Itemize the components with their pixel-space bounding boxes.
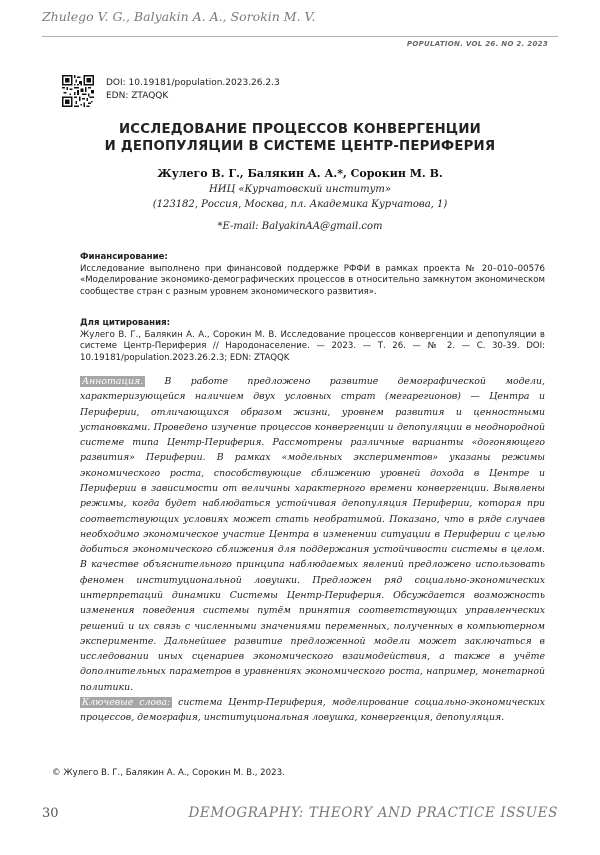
page-number: 30	[42, 806, 59, 821]
funding-label: Финансирование:	[80, 252, 545, 264]
doi-line[interactable]: DOI: 10.19181/population.2023.26.2.3	[106, 77, 280, 90]
citation-label: Для цитирования:	[80, 318, 545, 330]
footer-journal-title: DEMOGRAPHY: THEORY AND PRACTICE ISSUES	[188, 805, 558, 821]
affiliation	[42, 182, 558, 212]
keywords-text: система Центр-Периферия, моделирование социально-экономических процессов, демография, институциональная ловушка, конвергенция, депопуляция.	[80, 697, 545, 723]
funding-section	[80, 252, 545, 298]
affiliation-address: (123182, Россия, Москва, пл. Академика Курчатова, 1)	[42, 197, 558, 212]
running-header-journal: POPULATION. VOL 26. NO 2. 2023	[407, 40, 548, 48]
title-line-1: ИССЛЕДОВАНИЕ ПРОЦЕССОВ КОНВЕРГЕНЦИИ	[42, 121, 558, 138]
abstract-label: Аннотация.	[80, 376, 145, 387]
copyright-notice: © Жулего В. Г., Балякин А. А., Сорокин М. В., 2023.	[52, 768, 285, 778]
keywords-label: Ключевые слова:	[80, 697, 172, 708]
header-divider	[42, 36, 558, 37]
article-authors: Жулего В. Г., Балякин А. А.*, Сорокин М. В.	[42, 167, 558, 180]
abstract-section	[80, 374, 545, 725]
contact-email[interactable]: *E-mail: BalyakinAA@gmail.com	[42, 221, 558, 232]
edn-line: EDN: ZTAQQK	[106, 90, 280, 103]
title-line-2: И ДЕПОПУЛЯЦИИ В СИСТЕМЕ ЦЕНТР-ПЕРИФЕРИЯ	[42, 138, 558, 155]
doi-block	[106, 77, 280, 103]
qr-code-icon	[62, 75, 94, 107]
running-header-authors: Zhulego V. G., Balyakin A. A., Sorokin M. V.	[42, 9, 315, 24]
abstract-text: В работе предложено развитие демографической модели, характеризующейся наличием двух условных страт (мегарегионов) — Центра и Периферии, отличающихся образом жизни, уровнем развития и ценностными установками. Проведено изучение процессов конвергенции и депопуляции в неоднородной системе типа Центр-Периферия. Рассмотрены различные варианты «догоняющего развития» Периферии. В рамках «модельных экспериментов» указаны режимы экономического роста, способствующие сближению уровней дохода в Центре и Периферии в зависимости от величины характерного времени конвергенции. Выявлены режимы, когда будет наблюдаться устойчивая депопуляция Периферии, которая при соответствующих условиях может стать необратимой. Показано, что в ряде случаев необходимо экономическое участие Центра в изменении ситуации в Периферии с целью добиться экономического сближения для поддержания устойчивости системы в целом. В качестве объяснительного принципа наблюдаемых явлений предложено использовать феномен институциональной ловушки. Предложен ряд социально-экономических интерпретаций динамики Системы Центр-Периферия. Обсуждается возможность изменения поведения системы путём принятия соответствующих управленческих решений и их связь с численными значениями переменных, полученных в компьютерном эксперименте. Дальнейшее развитие предложенной модели может заключаться в исследовании иных сценариев экономического взаимодействия, а также в учёте дополнительных параметров в уравнениях экономического роста, например, монетарной политики.	[80, 376, 545, 693]
article-title	[42, 121, 558, 155]
affiliation-org: НИЦ «Курчатовский институт»	[42, 182, 558, 197]
citation-text: Жулего В. Г., Балякин А. А., Сорокин М. В. Исследование процессов конвергенции и депопуляции в системе Центр-Периферия // Народонаселение. — 2023. — Т. 26. — № 2. — С. 30-39. DOI: 10.19181/population.2023.26.2.3; EDN: ZTAQQK	[80, 330, 545, 363]
citation-section	[80, 318, 545, 364]
funding-text: Исследование выполнено при финансовой поддержке РФФИ в рамках проекта № 20–010–00576 «Моделирование экономико-демографических процессов в относительно замкнутом экономическом сообществе стран с разным уровнем экономического развития».	[80, 264, 545, 297]
